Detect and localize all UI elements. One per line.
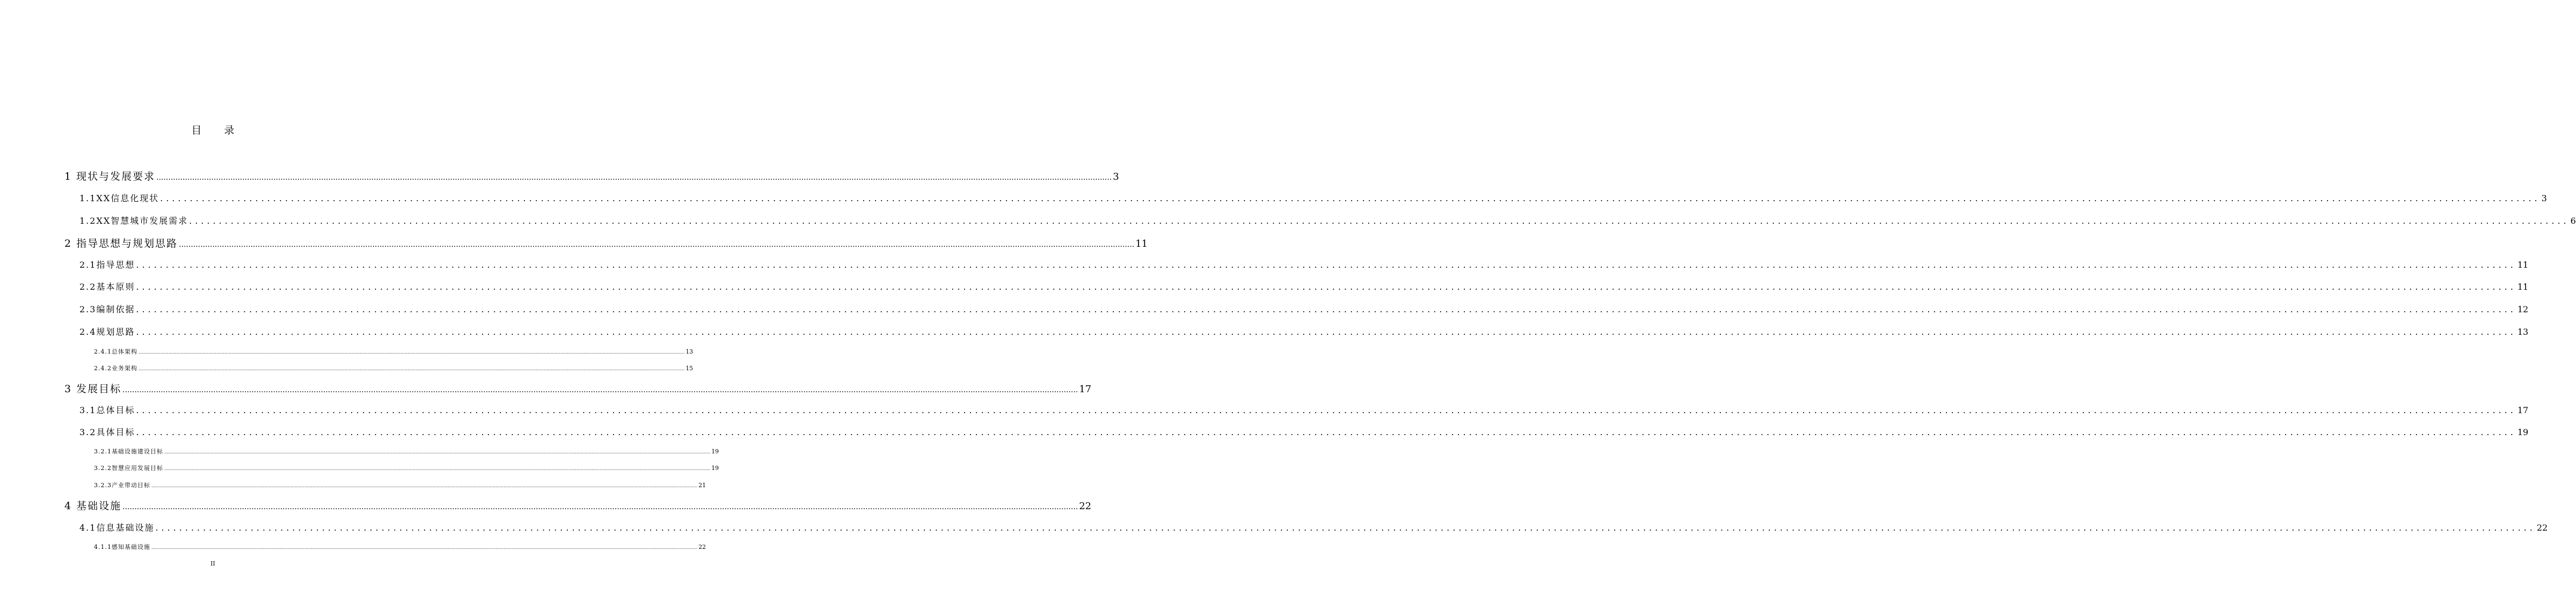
dot-leader: ................................................................................................................................................................................................................................................................................................................................................................................................................ — [189, 216, 2570, 226]
toc-entry[interactable] — [94, 364, 694, 372]
toc-entry-page: 11 — [2517, 260, 2529, 270]
toc-entry-page: 22 — [2536, 523, 2548, 533]
toc-entry-label: 4.1信息基础设施 — [79, 523, 155, 533]
dot-leader: ................................................................................................................................................................................................................................................................................................................................................................................................................ — [151, 545, 698, 550]
toc-entry-label: 2.4规划思路 — [79, 327, 135, 337]
toc-entry[interactable] — [94, 464, 719, 472]
toc-entry[interactable] — [79, 192, 2547, 204]
dot-leader: ................................................................................................................................................................................................................................................................................................................................................................................................................ — [136, 405, 2516, 415]
toc-entry-label: 2.2基本原则 — [79, 282, 135, 292]
toc-entry-label: 2 指导思想与规划思路 — [64, 238, 178, 249]
toc-entry-page: 19 — [711, 448, 719, 455]
toc-entry[interactable] — [79, 280, 2529, 292]
toc-entry-label: 2.4.1总体架构 — [94, 348, 137, 355]
toc-entry-page: 22 — [698, 544, 706, 550]
toc-entry-label: 4.1.1感知基础设施 — [94, 544, 150, 550]
toc-entry[interactable] — [64, 236, 1148, 250]
toc-entry-page: 13 — [685, 348, 694, 355]
toc-entry-label: 1 现状与发展要求 — [64, 171, 156, 182]
toc-entry-label: 3.1总体目标 — [79, 405, 135, 415]
toc-entry-label: 3.2.3产业带动目标 — [94, 482, 150, 489]
dot-leader: ................................................................................................................................................................................................................................................................................................................................................................................................................ — [136, 327, 2516, 337]
dot-leader: ................................................................................................................................................................................................................................................................................................................................................................................................................ — [136, 427, 2516, 437]
toc-entry-label: 3 发展目标 — [64, 383, 122, 395]
dot-leader: ................................................................................................................................................................................................................................................................................................................................................................................................................ — [179, 240, 1135, 249]
toc-entry-label: 1.2XX智慧城市发展需求 — [79, 216, 188, 226]
toc-title: 目 录 — [191, 124, 244, 136]
toc-entry[interactable] — [79, 521, 2548, 533]
dot-leader: ................................................................................................................................................................................................................................................................................................................................................................................................................ — [155, 523, 2536, 533]
toc-entry-page: 19 — [711, 465, 719, 472]
toc-entry-page: 21 — [698, 482, 706, 489]
dot-leader: ................................................................................................................................................................................................................................................................................................................................................................................................................ — [164, 466, 711, 471]
toc-entry[interactable] — [94, 347, 694, 356]
toc-entry[interactable] — [79, 214, 2576, 226]
dot-leader: ................................................................................................................................................................................................................................................................................................................................................................................................................ — [156, 173, 1112, 182]
toc-entry[interactable] — [94, 542, 706, 551]
toc-entry[interactable] — [64, 381, 1092, 395]
toc-entry-label: 2.4.2业务架构 — [94, 365, 137, 372]
toc-entry-page: 17 — [2517, 405, 2529, 415]
toc-entry-page: 11 — [2517, 282, 2529, 292]
toc-entry[interactable] — [79, 403, 2529, 416]
toc-entry-page: 15 — [685, 365, 694, 372]
toc-entry-page: 12 — [2517, 304, 2529, 314]
toc-entry[interactable] — [79, 303, 2529, 315]
toc-entry[interactable] — [94, 447, 719, 456]
toc-entry[interactable] — [94, 481, 706, 489]
toc-entry-page: 13 — [2517, 327, 2529, 337]
dot-leader: ................................................................................................................................................................................................................................................................................................................................................................................................................ — [136, 260, 2516, 270]
dot-leader: ................................................................................................................................................................................................................................................................................................................................................................................................................ — [160, 193, 2541, 203]
dot-leader: ................................................................................................................................................................................................................................................................................................................................................................................................................ — [151, 483, 698, 488]
toc-entry[interactable] — [64, 168, 1119, 183]
toc-entry-label: 2.3编制依据 — [79, 304, 135, 314]
toc-entry-label: 4 基础设施 — [64, 500, 122, 512]
dot-leader: ................................................................................................................................................................................................................................................................................................................................................................................................................ — [136, 282, 2516, 292]
toc-entry[interactable] — [79, 325, 2529, 337]
toc-entry[interactable] — [79, 425, 2529, 438]
toc-entry-page: 17 — [1079, 384, 1092, 395]
toc-entry[interactable] — [79, 258, 2529, 270]
dot-leader: ................................................................................................................................................................................................................................................................................................................................................................................................................ — [138, 366, 685, 371]
dot-leader: ................................................................................................................................................................................................................................................................................................................................................................................................................ — [122, 386, 1078, 394]
toc-entry-label: 3.2具体目标 — [79, 427, 135, 437]
toc-entry-page: 3 — [1113, 171, 1119, 182]
dot-leader: ................................................................................................................................................................................................................................................................................................................................................................................................................ — [138, 350, 685, 355]
toc-entry-page: 22 — [1079, 501, 1092, 512]
dot-leader: ................................................................................................................................................................................................................................................................................................................................................................................................................ — [136, 304, 2516, 314]
toc-entry-label: 1.1XX信息化现状 — [79, 193, 159, 203]
toc-entry-label: 2.1指导思想 — [79, 260, 135, 270]
toc-entry-label: 3.2.2智慧应用发展目标 — [94, 465, 163, 472]
toc-entry-page: 19 — [2517, 427, 2529, 437]
dot-leader: ................................................................................................................................................................................................................................................................................................................................................................................................................ — [122, 503, 1078, 511]
toc-entry-label: 3.2.1基础设施建设目标 — [94, 448, 163, 455]
dot-leader: ................................................................................................................................................................................................................................................................................................................................................................................................................ — [164, 450, 711, 454]
toc-entry-page: 6 — [2570, 216, 2576, 226]
toc-entry-page: 11 — [1135, 238, 1148, 249]
toc-entry[interactable] — [64, 498, 1092, 512]
toc-entry-page: 3 — [2541, 193, 2547, 203]
page-number: II — [210, 560, 215, 567]
